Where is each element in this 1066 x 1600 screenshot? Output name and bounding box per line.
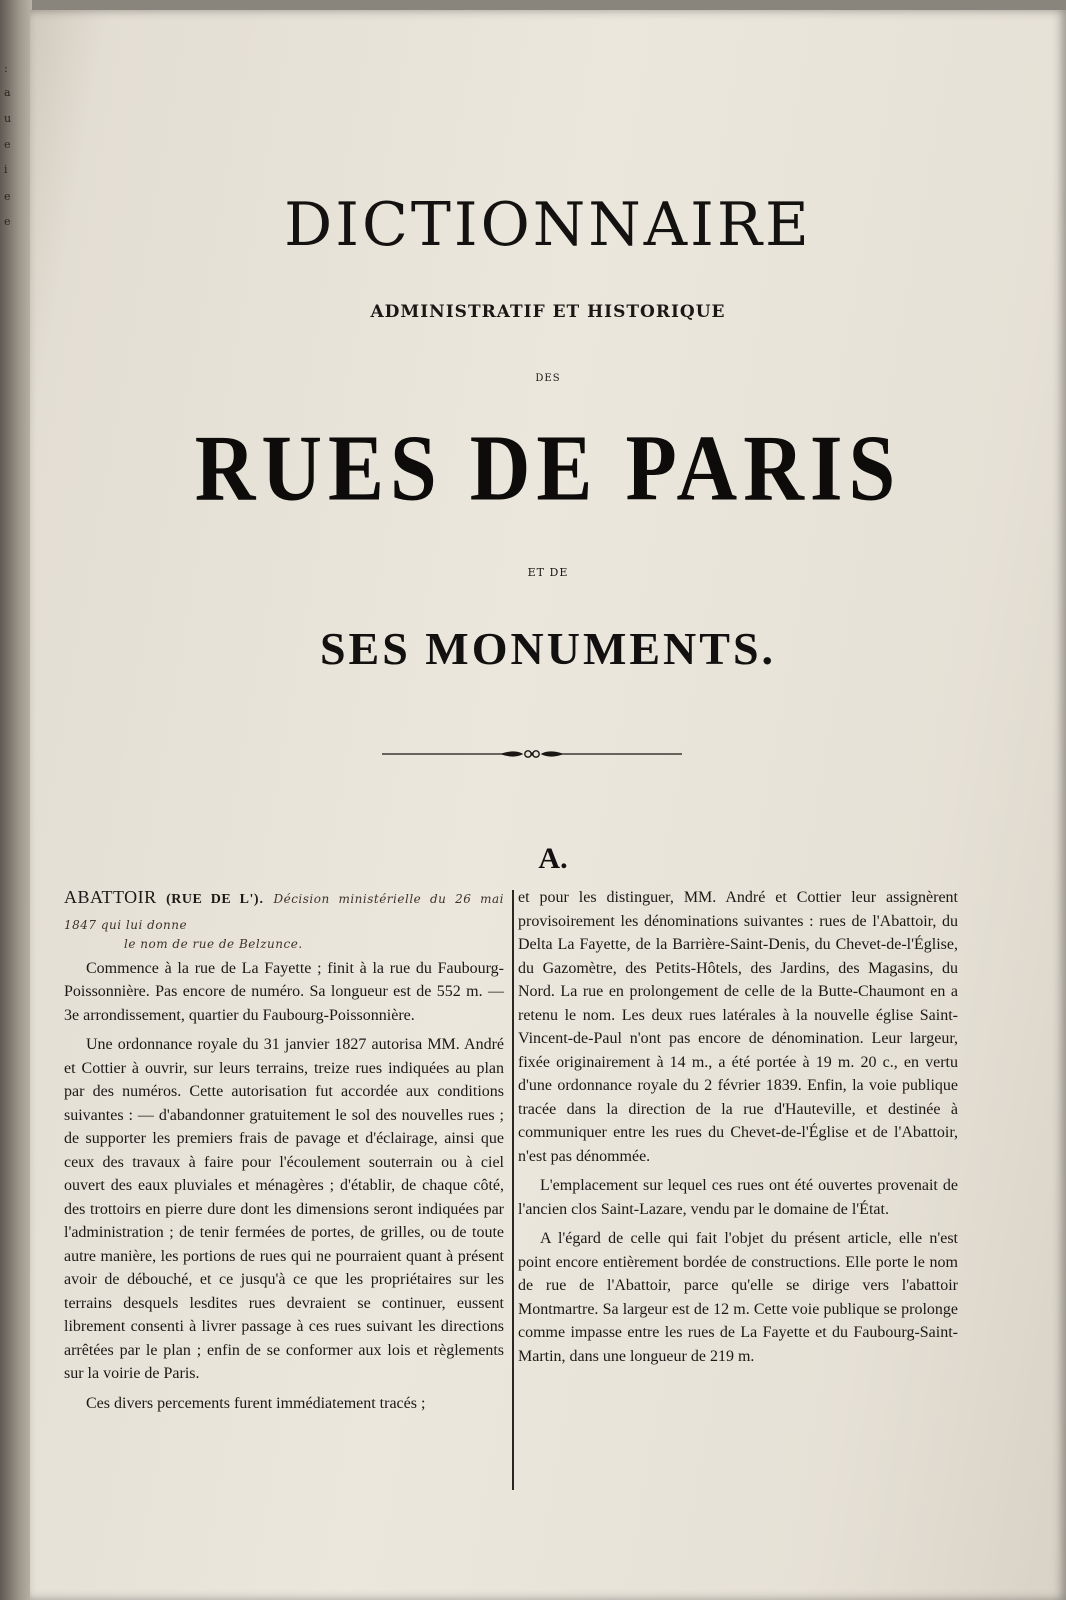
entry-heading — [64, 886, 504, 937]
entry-qualifier: (RUE DE L') — [166, 892, 260, 907]
edge-mark: u — [4, 112, 12, 125]
handwritten-note-line1: Décision ministérielle du 26 mai 1847 qui lui donne — [64, 892, 505, 932]
monuments-title: SES MONUMENTS. — [319, 623, 777, 674]
entry-punct: . — [259, 887, 265, 907]
column-rule — [512, 890, 514, 1490]
paragraph: et pour les distinguer, MM. André et Cottier leur assignèrent provisoirement les dénominations suivantes : rues de l'Abattoir, du Delta La Fayette, de la Barrière-Saint-Denis, du Chevet-de-l'Église, du Gazomètre, des Petits-Hôtels, des Jardins, des Magasins, du Nord. La rue en prolongement de celle de la Butte-Chaumont en a retenu le nom. Les deux rues latérales à la nouvelle église Saint-Vincent-de-Paul n'ont pas encore de dénomination. Leur largeur, fixée originairement à 14 m., a été portée à 19 m. 20 c., en vertu d'une ordonnance royale du 2 février 1839. Enfin, la voie publique tracée dans la direction de la rue d'Hauteville, et destinée à communiquer entre les rues du Chevet-de-l'Église et de l'Abattoir, n'est pas dénommée. — [518, 889, 958, 1165]
connector-des: DES — [535, 373, 561, 384]
edge-mark: e — [4, 190, 11, 203]
paragraph: Ces divers percements furent immédiatement tracés ; — [86, 1394, 426, 1412]
page-title: DICTIONNAIRE — [284, 190, 812, 260]
adjacent-page-edge — [0, 0, 32, 1600]
paragraph: L'emplacement sur lequel ces rues ont été ouvertes provenait de l'ancien clos Saint-Lazare, vendu par le domaine de l'État. — [518, 1177, 958, 1218]
edge-mark: e — [4, 215, 11, 228]
main-title: RUES DE PARIS — [194, 416, 902, 521]
edge-mark: i — [4, 163, 8, 176]
book-page — [30, 10, 1066, 1600]
connector-et-de: ET DE — [527, 566, 569, 579]
edge-mark: : — [4, 62, 8, 75]
left-column — [64, 886, 504, 1421]
paragraph: Une ordonnance royale du 31 janvier 1827 autorisa MM. André et Cottier à ouvrir, sur leurs terrains, treize rues indiquées au plan par des numéros. Cette autorisation fut accordée aux conditions suivantes : — d'abandonner gratuitement le sol des nouvelles rues ; de supporter les premiers frais de pavage et d'éclairage, ainsi que ceux des travaux à faire pour l'écoulement souterrain ou à ciel ouvert des eaux pluviales et ménagères ; d'établir, de chaque côté, des trottoirs en pierre dure dont les dimensions seront indiquées par l'administration ; de tenir fermées de portes, de grilles, ou de toute autre manière, les portions de rues qui ne pourraient quant à présent avoir de débouché, et ce jusqu'à ce que les propriétaires sur les terrains desquels lesdites rues devraient se continuer, eussent librement consenti à livrer passage à ces rues suivant les directions arrêtées par le plan ; enfin de se conformer aux lois et règlements sur la voirie de Paris. — [64, 1036, 504, 1382]
section-letter: A. — [538, 842, 568, 875]
ornament-divider — [382, 746, 682, 762]
right-column — [518, 886, 958, 1374]
entry-intro: Commence à la rue de La Fayette ; finit à la rue du Faubourg-Poissonnière. Pas encore de numéro. Sa longueur est de 552 m. — 3e arrondissement, quartier du Faubourg-Poissonnière. — [64, 959, 504, 1024]
entry-name: ABATTOIR — [64, 887, 157, 907]
handwritten-note-line2: le nom de rue de Belzunce. — [124, 937, 303, 951]
paragraph: A l'égard de celle qui fait l'objet du présent article, elle n'est point encore entièrement bordée de constructions. Elle porte le nom de rue de l'Abattoir, parce qu'elle se dirige vers l'abattoir Montmartre. Sa largeur est de 12 m. Cette voie publique se prolonge comme impasse entre les rues de La Fayette et du Faubourg-Saint-Martin, dans une longueur de 219 m. — [518, 1230, 958, 1365]
edge-mark: a — [4, 86, 11, 99]
page-subtitle: ADMINISTRATIF ET HISTORIQUE — [370, 302, 726, 322]
edge-mark: e — [4, 138, 11, 151]
